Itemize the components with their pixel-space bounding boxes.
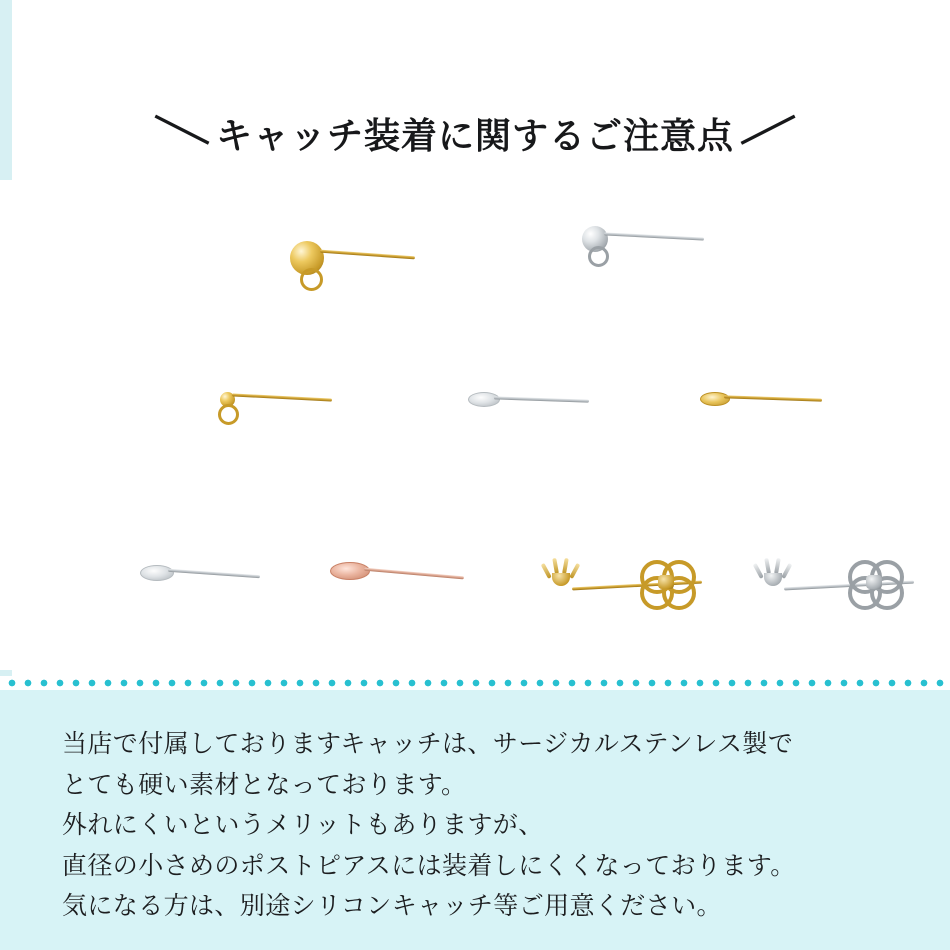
item-ball-post-with-loop-silver <box>582 222 712 282</box>
item-flat-pad-post-gold <box>700 392 820 428</box>
butterfly-catch-icon <box>638 560 694 604</box>
item-small-loop-post-gold <box>218 392 338 432</box>
page-title: キャッチ装着に関するご注意点 <box>215 114 734 156</box>
note-line-3: 外れにくいというメリットもありますが、 <box>62 811 544 839</box>
note-line-4: 直径の小さめのポストピアスには装着しにくくなっております。 <box>62 851 796 880</box>
note-line-5: 気になる方は、別途シリコンキャッチ等ご用意ください。 <box>62 892 722 920</box>
post-pin <box>232 393 332 401</box>
flat-glue-pad-icon <box>140 565 174 581</box>
jump-loop-icon <box>218 404 239 425</box>
slash-right-icon: ／ <box>737 99 798 163</box>
butterfly-catch-icon <box>846 560 902 604</box>
note-line-1: 当店で付属しておりますキャッチは、サージカルステンレス製で <box>62 730 794 758</box>
prong-setting-icon <box>548 558 574 586</box>
headline <box>0 98 950 168</box>
post-pin <box>168 569 260 578</box>
flat-glue-pad-icon <box>330 562 370 580</box>
note-panel <box>0 690 950 950</box>
post-pin <box>604 232 704 240</box>
post-pin <box>364 568 464 580</box>
slash-left-icon: ＼ <box>152 99 213 163</box>
flat-glue-pad-icon <box>700 392 730 406</box>
item-prong-post-with-catch-gold <box>548 548 728 618</box>
post-pin <box>494 396 589 402</box>
dotted-divider <box>0 676 950 690</box>
item-flat-pad-post-silver-2 <box>140 565 265 605</box>
note-text <box>62 724 902 927</box>
prong-setting-icon <box>760 558 786 586</box>
item-flat-pad-post-rosegold <box>330 562 465 602</box>
product-photo-area <box>0 180 950 670</box>
jump-loop-icon <box>588 246 609 267</box>
item-flat-pad-post-silver <box>468 392 588 428</box>
jump-loop-icon <box>300 268 323 291</box>
item-ball-post-with-loop-gold <box>290 235 420 295</box>
item-prong-post-with-catch-silver <box>760 548 940 618</box>
post-pin <box>724 395 822 401</box>
flat-glue-pad-icon <box>468 392 500 407</box>
note-line-2: とても硬い素材となっております。 <box>62 770 467 799</box>
post-pin <box>320 250 415 260</box>
